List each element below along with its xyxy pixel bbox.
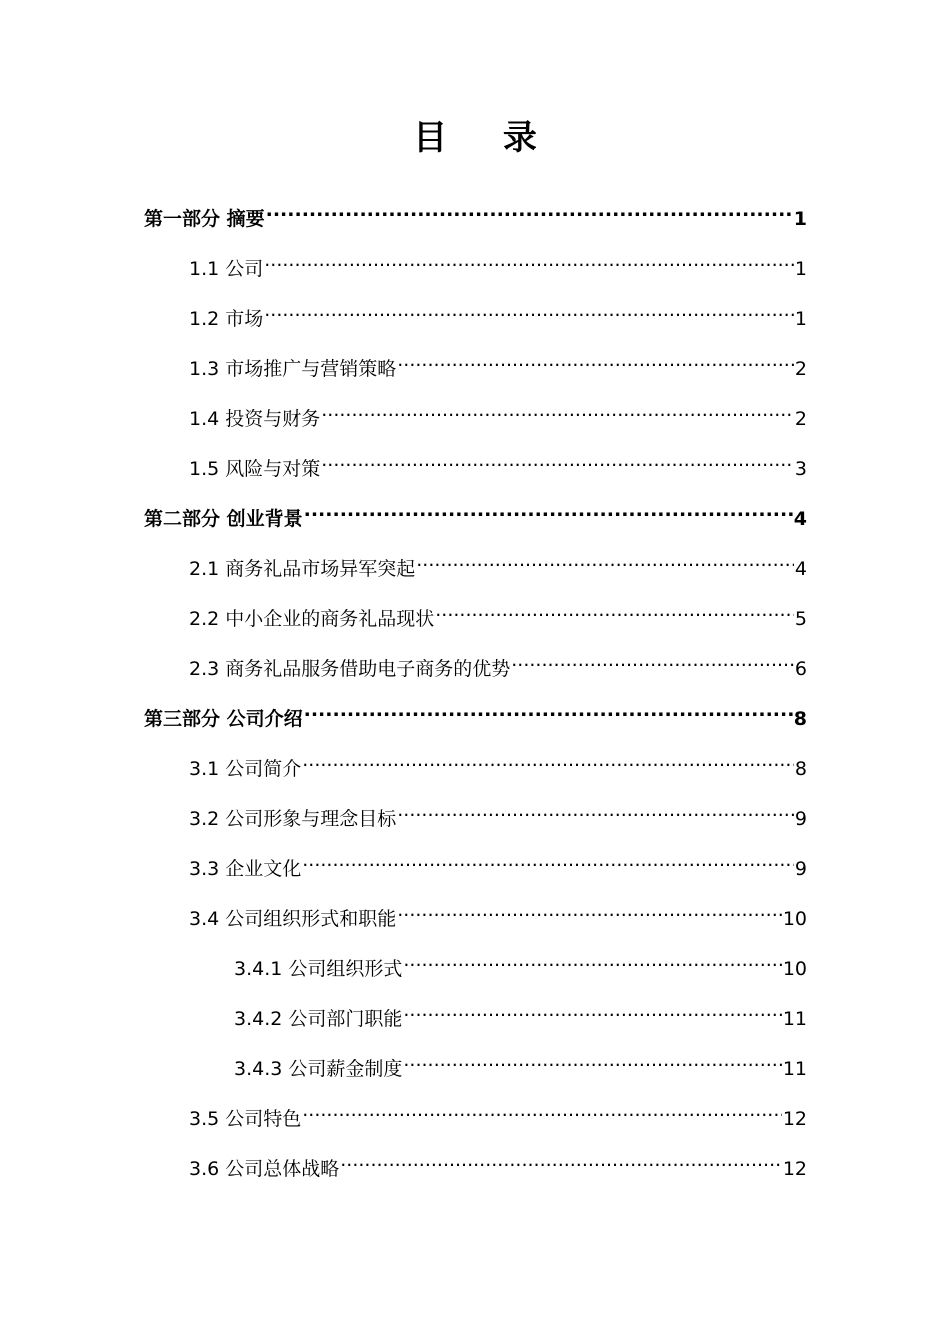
toc-entry[interactable] [189,1145,807,1180]
dot-leader [403,1045,781,1075]
toc-entry[interactable] [189,545,807,580]
toc-entry[interactable] [189,845,807,880]
toc-entry[interactable] [144,495,807,530]
toc-entry-label: 1.1 公司 [189,258,264,280]
toc-entry-page: 5 [794,608,807,630]
toc-entry-label: 2.2 中小企业的商务礼品现状 [189,608,435,630]
toc-entry-label: 3.6 公司总体战略 [189,1158,340,1180]
toc-entry-page: 9 [794,808,807,830]
toc-entry[interactable] [189,795,807,830]
toc-entry-label: 第一部分 摘要 [144,208,265,230]
dot-leader [403,995,781,1025]
toc-entry[interactable] [189,895,807,930]
toc-entry-page: 1 [794,308,807,330]
toc-entry-page: 10 [782,958,807,980]
toc-entry-page: 2 [794,408,807,430]
toc-entry-label: 3.4.3 公司薪金制度 [234,1058,403,1080]
toc-entry[interactable] [189,295,807,330]
toc-entry-page: 12 [782,1158,807,1180]
toc-entry[interactable] [234,945,807,980]
toc-entry-page: 8 [794,758,807,780]
toc-entry[interactable] [189,1095,807,1130]
toc-entry-label: 1.5 风险与对策 [189,458,321,480]
toc-entry-label: 1.3 市场推广与营销策略 [189,358,397,380]
dot-leader [403,945,781,975]
toc-entry[interactable] [189,645,807,680]
dot-leader [416,545,794,575]
toc-entry-page: 8 [793,708,807,730]
toc-entry-page: 11 [782,1008,807,1030]
toc-entry-page: 1 [793,208,807,230]
toc-entry-label: 第三部分 公司介绍 [144,708,303,730]
dot-leader [321,395,794,425]
dot-leader [302,745,794,775]
toc-entry-label: 2.3 商务礼品服务借助电子商务的优势 [189,658,511,680]
dot-leader [435,595,794,625]
dot-leader [264,245,794,275]
dot-leader [304,495,793,525]
toc-entry-page: 2 [794,358,807,380]
toc-entry[interactable] [189,395,807,430]
dot-leader [264,295,794,325]
toc-entry[interactable] [189,345,807,380]
dot-leader [302,845,794,875]
toc-entry-page: 11 [782,1058,807,1080]
toc-entry-label: 第二部分 创业背景 [144,508,303,530]
dot-leader [304,695,793,725]
dot-leader [511,645,794,675]
toc-entry-page: 4 [793,508,807,530]
toc-entry[interactable] [189,595,807,630]
dot-leader [340,1145,782,1175]
dot-leader [397,345,794,375]
dot-leader [397,795,794,825]
toc-entry[interactable] [144,195,807,230]
page-title: 目 录 [413,118,559,158]
toc-entry-label: 3.5 公司特色 [189,1108,302,1130]
toc-entry-page: 3 [794,458,807,480]
toc-entry-label: 3.4.1 公司组织形式 [234,958,403,980]
toc-entry-page: 6 [794,658,807,680]
dot-leader [302,1095,782,1125]
toc-entry[interactable] [144,695,807,730]
toc-entry[interactable] [189,245,807,280]
toc-entry[interactable] [189,445,807,480]
toc-entry[interactable] [189,745,807,780]
toc-entry-label: 3.4.2 公司部门职能 [234,1008,403,1030]
toc-entry-label: 3.1 公司简介 [189,758,302,780]
toc-entry-page: 4 [794,558,807,580]
toc-entry-page: 10 [782,908,807,930]
toc-entry-page: 1 [794,258,807,280]
toc-entry-label: 2.1 商务礼品市场异军突起 [189,558,416,580]
toc-entry-label: 1.4 投资与财务 [189,408,321,430]
toc-entry-label: 3.2 公司形象与理念目标 [189,808,397,830]
toc-entry-page: 12 [782,1108,807,1130]
toc-entry[interactable] [234,1045,807,1080]
toc-entry-page: 9 [794,858,807,880]
toc-entry-label: 3.4 公司组织形式和职能 [189,908,397,930]
dot-leader [266,195,793,225]
dot-leader [397,895,782,925]
dot-leader [321,445,794,475]
toc-entry-label: 3.3 企业文化 [189,858,302,880]
toc-entry[interactable] [234,995,807,1030]
toc-entry-label: 1.2 市场 [189,308,264,330]
